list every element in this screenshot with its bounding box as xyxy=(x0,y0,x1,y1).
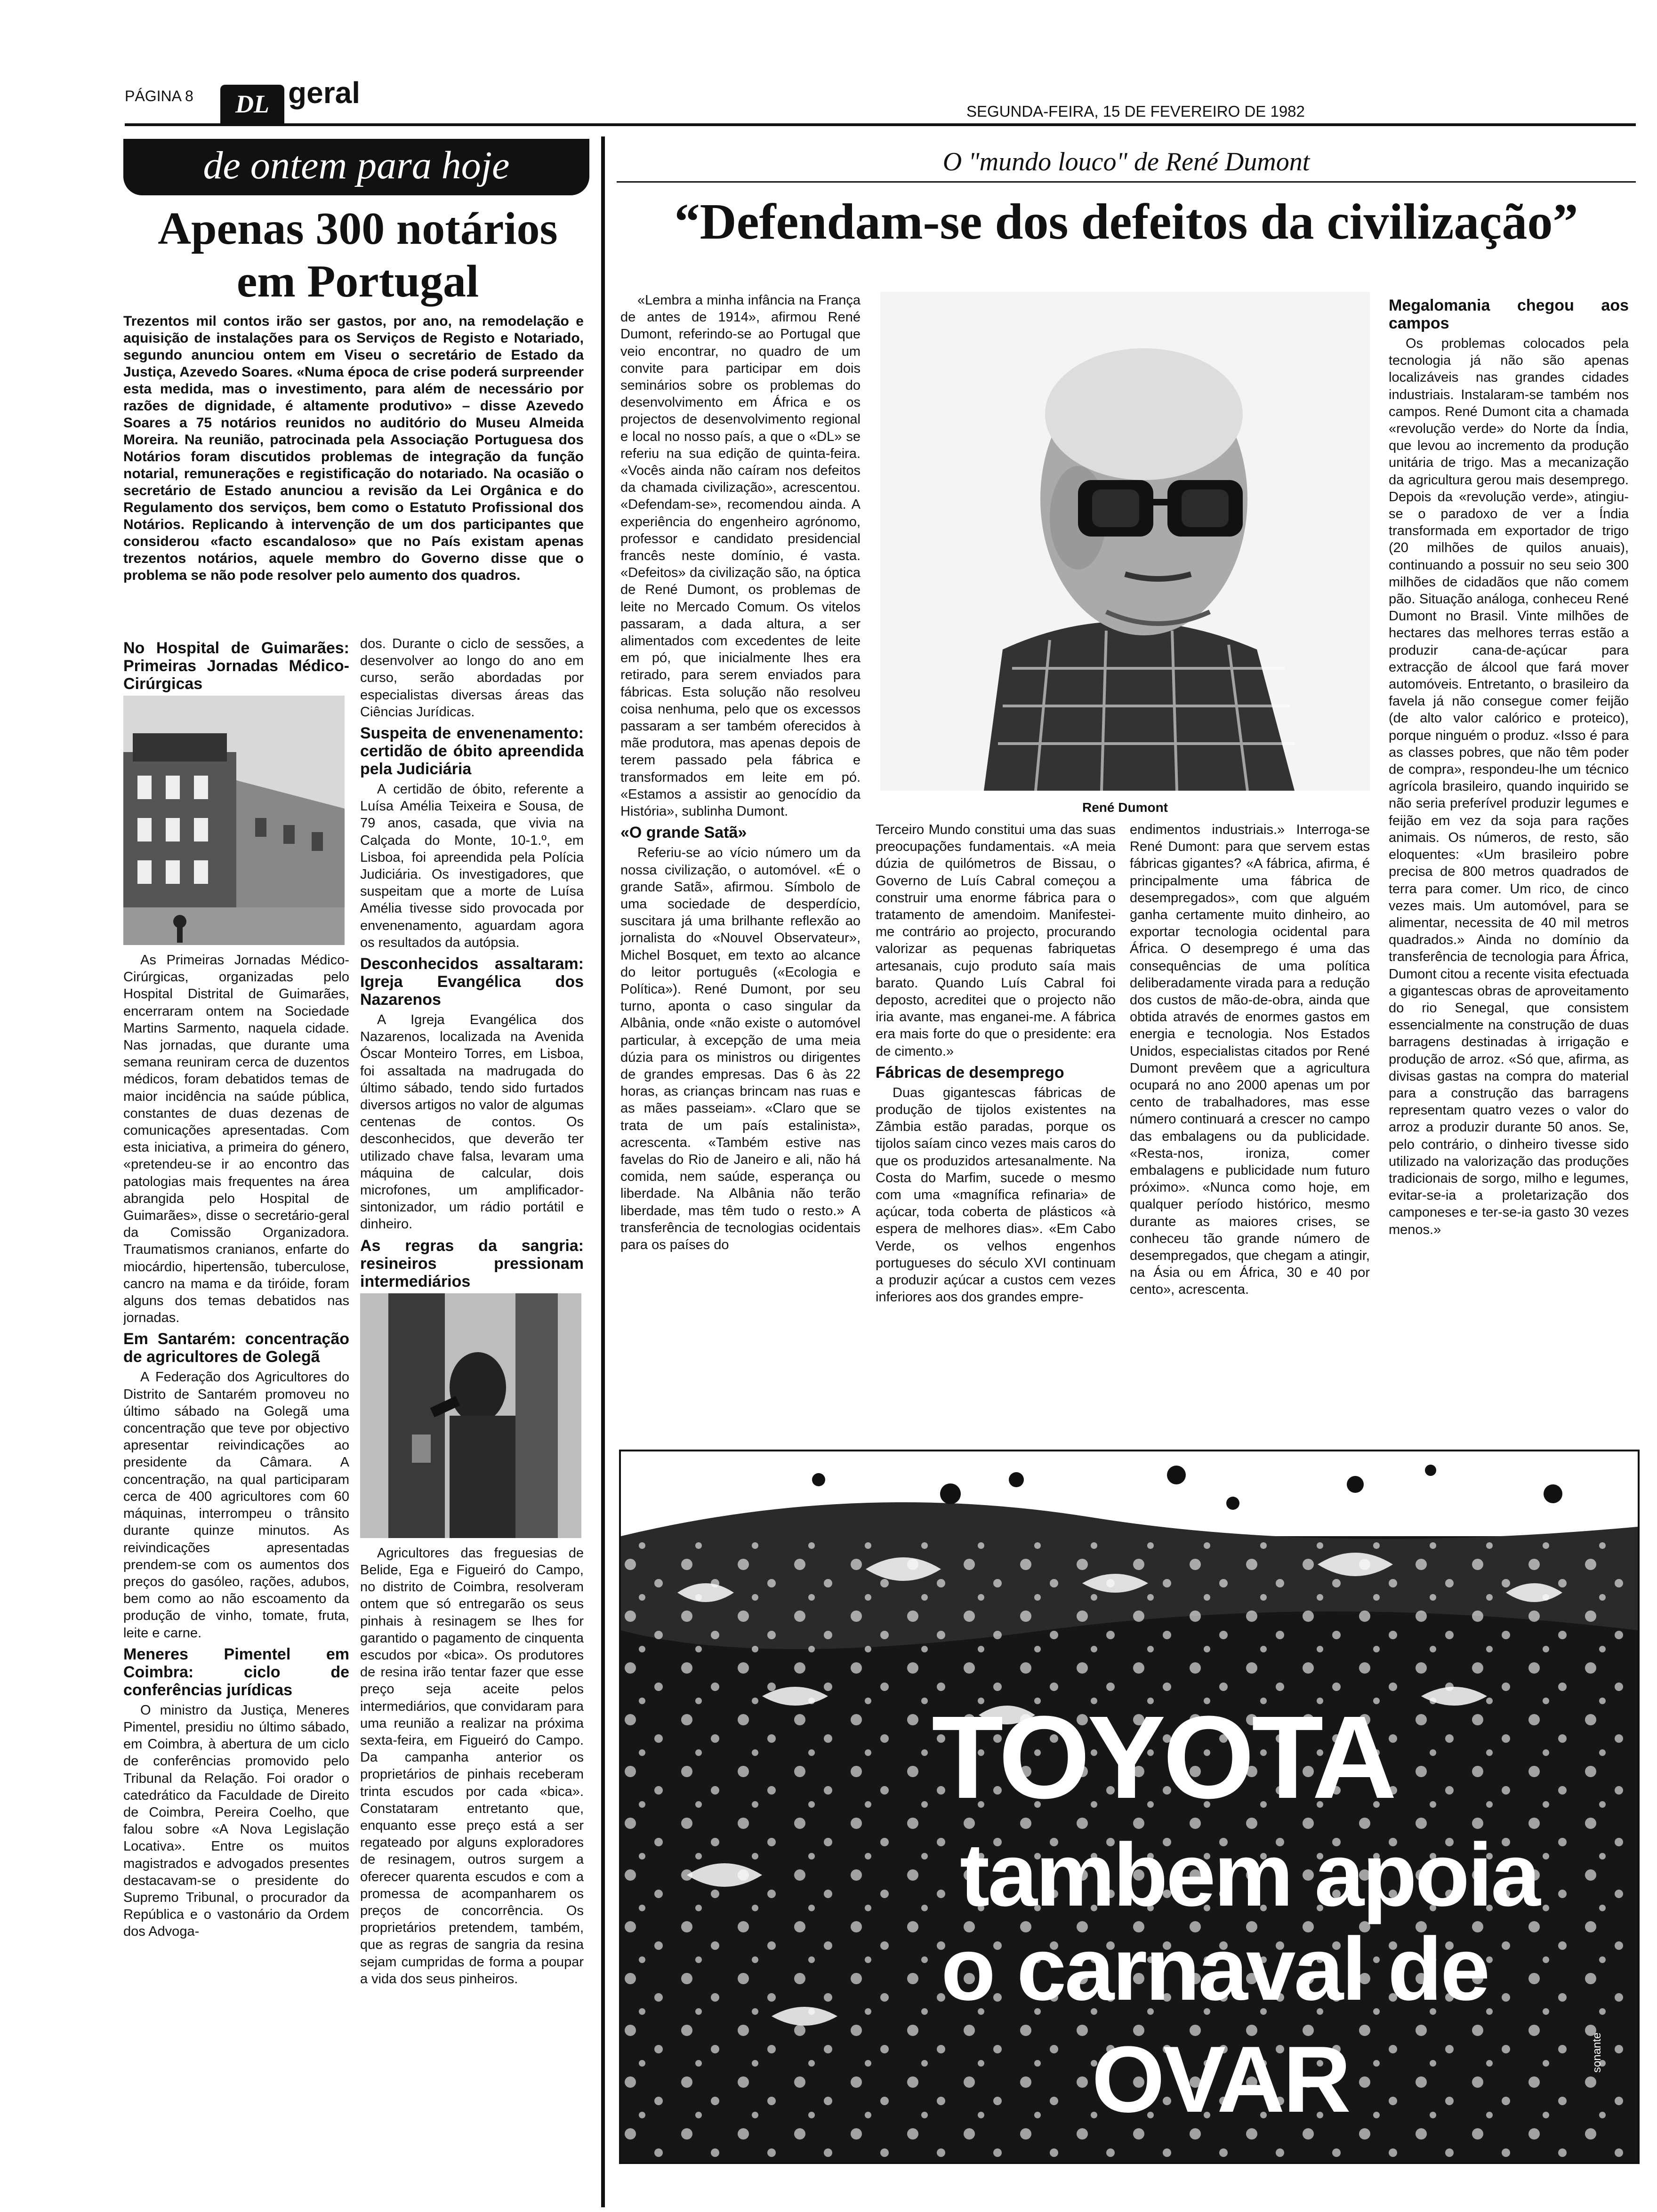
ad-line-3: OVAR xyxy=(1092,2027,1349,2132)
left-column-b xyxy=(360,635,584,2205)
dumont-column-4 xyxy=(1389,297,1629,1426)
sangria-body: Agricultores das freguesias de Belide, Ega e Figueiró do Campo, no distrito de Coimbra, resolveram ontem que só entregarão os seus pinhais à resinagem se lhes for garantido o pagamento de cinquenta escudos por «bica». Os produtores de resina irão tentar fazer que esse preço seja aceite pelos intermediários, que convidaram para uma reunião a realizar na próxima sexta-feira, em Figueiró do Campo. Da campanha anterior os proprietários de pinhais receberam trinta escudos por cada «bica». Constataram entretanto que, enquanto esse preço está a ser regateado por alguns exploradores de resinagem, outros surgem a oferecer quarenta escudos e com a promessa de acompanharem os preços de concorrência. Os proprietários pretendem, também, que as regras de sangria da resina sejam cumpridas de forma a poupar a vida dos seus pinheiros. xyxy=(360,1545,584,1987)
page-number: PÁGINA 8 xyxy=(125,88,193,104)
dumont-column-2 xyxy=(876,821,1116,1426)
dumont-column-1 xyxy=(620,292,861,1426)
meneres-body: O ministro da Justiça, Meneres Pimentel, presidiu no último sábado, em Coimbra, à abertura de um ciclo de conferências promovido pelo Tribunal da Relação. Foi orador o catedrático da Faculdade de Direito de Coimbra, Pereira Coelho, que falou sobre «A Nova Legislação Locativa». Entre os muitos magistrados e advogados presentes destacavam-se o presidente do Supremo Tribunal, o procurador da República e o vastonário da Ordem dos Advoga- xyxy=(123,1702,349,1940)
newspaper-logo xyxy=(220,85,284,123)
ad-line-1: tambem apoia xyxy=(960,1825,1539,1925)
section-name: geral xyxy=(288,76,360,110)
dumont-c1-body: «Lembra a minha infância na França de antes de 1914», afirmou René Dumont, referindo-se ao Portugal que veio encontrar, no quadro de um convite para participar em dois seminários sobre os problemas do desenvolvimento em África e os projectos de desenvolvimento regional e local no nosso país, a que o «DL» se referiu na sua edição de quinta-feira. «Vocês ainda não caíram nos defeitos da chamada civilização», acrescentou. «Defendam-se», recomendou ainda. A experiência do engenheiro agrónomo, professor e candidato presidencial francês neste domínio, é vasta. «Defeitos» da civilização são, na óptica de René Dumont, os problemas de leite no Mercado Comum. Os vitelos passaram, a dada altura, a ser alimentados com excedentes de leite em pó, que inicialmente lhes era retirado, para serem enviados para fábricas. Esta solução não resolveu coisa nenhuma, pelo que os excessos passaram a ser também oferecidos à mãe produtora, mas apenas depois de terem passado pela fábrica e transformados em leite em pó. «Estamos a assistir ao genocídio da História», sublinha Dumont. xyxy=(620,293,861,819)
dumont-headline: “Defendam-se dos defeitos da civilização” xyxy=(674,194,1578,250)
header-rule xyxy=(125,123,1636,126)
toyota-ad xyxy=(619,1450,1640,2164)
ad-brand: TOYOTA xyxy=(932,1691,1394,1823)
santarem-heading: Em Santarém: concentração de agricultores de Golegã xyxy=(123,1330,349,1366)
dumont-portrait-image xyxy=(880,292,1370,791)
dumont-c4-body: Os problemas colocados pela tecnologia já não são apenas localizáveis nas grandes cidades industriais. Instalaram-se também nos campos. René Dumont cita a chamada «revolução verde» do Norte da Índia, que levou ao incremento da produção unitária de trigo. Mas a mecanização da agricultura gerou mais desemprego. Depois da «revolução verde», atingiu-se o paradoxo de ver a Índia transformada em exportador de trigo (20 milhões de quilos anuais), continuando a possuir no seu seio 300 milhões de cidadãos que não comem pão. Situação análoga, conheceu René Dumont no Brasil. Vinte milhões de hectares das melhores terras estão a produzir cana-de-açúcar para extracção de álcool que fará mover automóveis. Entretanto, o brasileiro da favela já não consegue comer feijão (de alto valor calórico e proteico), porque ninguém o produz. «Isso é para as classes pobres, que não têm poder de compra», respondeu-lhe um técnico agrícola brasileiro, quando inquirido se não seria preferível produzir legumes e feijão em vez da soja para rações animais. Os números, de resto, são eloquentes: «Um brasileiro pobre precisa de 800 metros quadrados de terra para comer. Um rico, de cinco vezes mais. Um automóvel, para se alimentar, necessita de 40 mil metros quadrados.» Ainda no domínio da transferência de tecnologia para África, Dumont citou a recente visita efectuada a gigantescas obras de aproveitamento do rio Senegal, que consistem essencialmente na construção de duas barragens destinadas à irrigação e produção de arroz. «Só que, afirma, as divisas gastas na compra do material para a construção das barragens representam quatro vezes o valor do arroz a produzir durante 50 anos. Se, pelo contrário, o dinheiro tivesse sido utilizado na valorização das produções tradicionais de sorgo, milho e legumes, evitar-se-ia a proletarização dos camponeses e ter-se-ia gasto 30 vezes menos.» xyxy=(1389,336,1629,1237)
street-photo xyxy=(123,696,345,945)
section-banner-text: de ontem para hoje xyxy=(203,144,510,187)
resin-photo xyxy=(360,1293,581,1538)
kicker-rule xyxy=(617,181,1636,183)
dumont-c1b-body: Referiu-se ao vício número um da nossa civilização, o automóvel. «É o grande Satã», afirmou. Símbolo de uma sociedade de desperdício, suscitara já uma brilhante reflexão ao jornalista do «Nouvel Observateur», Michel Bosquet, em texto ao alcance do leitor português («Ecologia e Política»). René Dumont, por seu turno, aponta o caso singular da Albânia, onde «não existe o automóvel particular, à excepção de uma meia dúzia para os ministros ou dirigentes de grandes empresas. Das 6 às 22 horas, as crianças brincam nas ruas e as mães passeiam». «Claro que se trata de um país estalinista», acrescenta. «Também estive nas favelas do Rio de Janeiro e ali, não há comida, nem saúde, esperança ou liberdade. Na Albânia não terão liberdade, mas têm tudo o resto.» A transferência de tecnologias ocidentais para os países do xyxy=(620,845,861,1252)
left-column-a xyxy=(123,635,349,2205)
left-column-divider xyxy=(601,136,605,2207)
portrait-caption: René Dumont xyxy=(1082,800,1168,815)
dumont-c3-body: endimentos industriais.» Interroga-se René Dumont: para que servem estas fábricas gigantes? «A fábrica, afirma, é principalmente uma fábrica de desempregados», com que alguém ganha certamente muito dinheiro, ao exportar tecnologia ocidental para África. O desemprego é uma das consequências de uma política deliberadamente virada para a redução dos custos de mão-de-obra, ainda que obtida através de enormes gastos em energia e tecnologia. Nos Estados Unidos, especialistas citados por René Dumont prevêem que a agricultura ocupará no ano 2000 apenas um por cento de trabalhadores, mas esse número continuará a crescer no campo das embalagens ou da publicidade. «Resta-nos, ironiza, comer embalagens e publicidade num futuro próximo». «Nunca como hoje, em qualquer período histórico, mesmo durante as maiores crises, se conheceu tão grande número de desempregados, que chegam a atingir, na Ásia ou em África, 30 e 40 por cento», acrescenta. xyxy=(1130,822,1370,1298)
sangria-heading: As regras da sangria: resineiros pressionam intermediários xyxy=(360,1236,584,1290)
sata-heading: «O grande Satã» xyxy=(620,824,747,842)
section-banner xyxy=(123,139,589,195)
page-date: SEGUNDA-FEIRA, 15 DE FEVEREIRO DE 1982 xyxy=(966,103,1305,120)
meneres-heading: Meneres Pimentel em Coimbra: ciclo de conferências jurídicas xyxy=(123,1645,349,1699)
veneno-body: A certidão de óbito, referente a Luísa Amélia Teixeira e Sousa, de 79 anos, casada, que vivia na Calçada do Monte, 10-1.º, em Lisboa, foi apreendida pela Polícia Judiciária. Os investigadores, que suspeitam que a morte de Luísa Amélia tivesse sido provocada por envenenamento, aguardam agora os resultados da autópsia. xyxy=(360,782,584,950)
meneres-continued: dos. Durante o ciclo de sessões, a desenvolver ao longo do ano em curso, serão abordadas por especialistas diversas áreas das Ciências Jurídicas. xyxy=(360,636,584,720)
dumont-kicker: O "mundo louco" de René Dumont xyxy=(942,147,1310,176)
megalomania-heading: Megalomania chegou aos campos xyxy=(1389,297,1629,332)
dumont-column-3 xyxy=(1130,821,1370,1426)
fabricas-heading: Fábricas de desemprego xyxy=(876,1063,1064,1082)
santarem-body: A Federação dos Agricultores do Distrito de Santarém promoveu no último sábado na Golegã uma concentração que teve por objectivo apresentar reivindicações ao presidente da Câmara. A concentração, na qual participaram cerca de 400 agricultores com 60 máquinas, interrompeu o trânsito durante quinze minutos. As reivindicações apresentadas prendem-se com os aumentos dos preços do gasóleo, rações, adubos, bem como ao não escoamento da produção de vinho, tomate, fruta, leite e carne. xyxy=(123,1370,349,1641)
dumont-portrait xyxy=(880,292,1370,791)
logo-text: DL xyxy=(235,90,269,118)
dumont-c2b-body: Duas gigantescas fábricas de produção de tijolos existentes na Zâmbia estão paradas, porque os tijolos saíam cinco vezes mais caros do que os produzidos artesanalmente. Na Costa do Marfim, sucede o mesmo com uma «magnífica refinaria» de açúcar, toda coberta de plásticos «à espera de melhores dias». «Em Cabo Verde, os velhos engenhos portugueses do século XVI continuam a produzir açúcar a custos cem vezes inferiores aos dos grandes empre- xyxy=(876,1085,1116,1305)
ad-line-2: o carnaval de xyxy=(941,1919,1488,2019)
notarios-headline: Apenas 300 notários em Portugal xyxy=(158,203,558,307)
igreja-body: A Igreja Evangélica dos Nazarenos, localizada na Avenida Óscar Monteiro Torres, em Lisboa, foi assaltada na madrugada do último sábado, tendo sido furtados diversos artigos no valor de algumas centenas de contos. Os desconhecidos, que deverão ter utilizado chave falsa, levaram uma máquina de calcular, dois microfones, um amplificador-sintonizador, um rádio portátil e dinheiro. xyxy=(360,1012,584,1232)
street-photo-image xyxy=(123,696,345,945)
guimaraes-heading: No Hospital de Guimarães: Primeiras Jornadas Médico-Cirúrgicas xyxy=(123,639,349,693)
veneno-heading: Suspeita de envenenamento: certidão de óbito apreendida pela Judiciária xyxy=(360,724,584,778)
igreja-heading: Desconhecidos assaltaram: Igreja Evangélica dos Nazarenos xyxy=(360,955,584,1009)
guimaraes-body: As Primeiras Jornadas Médico-Cirúrgicas, organizadas pelo Hospital Distrital de Guimarães, encerraram ontem na Sociedade Martins Sarmento, naquela cidade. Nas jornadas, que durante uma semana reuniram cerca de duzentos médicos, foram debatidos temas de maior incidência na saúde pública, constantes de duas dezenas de comunicações apresentadas. Com esta iniciativa, a primeira do género, «pretendeu-se ir ao encontro das patologias mais frequentes na área abrangida pelo Hospital de Guimarães», disse o secretário-geral da Comissão Organizadora. Traumatismos cranianos, enfarte do miocárdio, hipertensão, tuberculose, cancro na mama e da tiróide, foram alguns dos temas debatidos nas jornadas. xyxy=(123,953,349,1326)
dumont-c2-body: Terceiro Mundo constitui uma das suas preocupações fundamentais. «A meia dúzia de quilómetros de Bissau, o Governo de Luís Cabral começou a construir uma enorme fábrica para o tratamento de amendoim. Manifestei-me contrário ao projecto, procurando valorizar as pequenas fabriquetas artesanais, cujo produto saía mais barato. Quando Luís Cabral foi deposto, acreditei que o projecto não iria avante, mas enganei-me. A fábrica era mais forte do que o presidente: era de cimento.» xyxy=(876,822,1116,1059)
notarios-lead: Trezentos mil contos irão ser gastos, por ano, na remodelação e aquisição de instalações para os Serviços de Registo e Notariado, segundo anunciou ontem em Viseu o secretário de Estado da Justiça, Azevedo Soares. «Numa época de crise poderá surpreender esta medida, mas o investimento, para além de necessário por razões de dignidade, é altamente produtivo» – disse Azevedo Soares a 75 notários reunidos no auditório do Museu Almeida Moreira. Na reunião, patrocinada pela Associação Portuguesa dos Notários foram discutidos problemas de integração da função notarial, remunerações e registificação do notariado. Na ocasião o secretário de Estado anunciou a revisão da Lei Orgânica e do Regulamento dos serviços, bem como o Estatuto Profissional dos Notários. Replicando à intervenção de um dos participantes que considerou «facto escandaloso» que no País existam apenas trezentos notários, aquele membro do Governo disse que o problema se não pode resolver pelo aumento dos quadros. xyxy=(123,313,584,583)
ad-agency: sonante xyxy=(1591,2032,1603,2073)
resin-photo-image xyxy=(360,1293,581,1538)
